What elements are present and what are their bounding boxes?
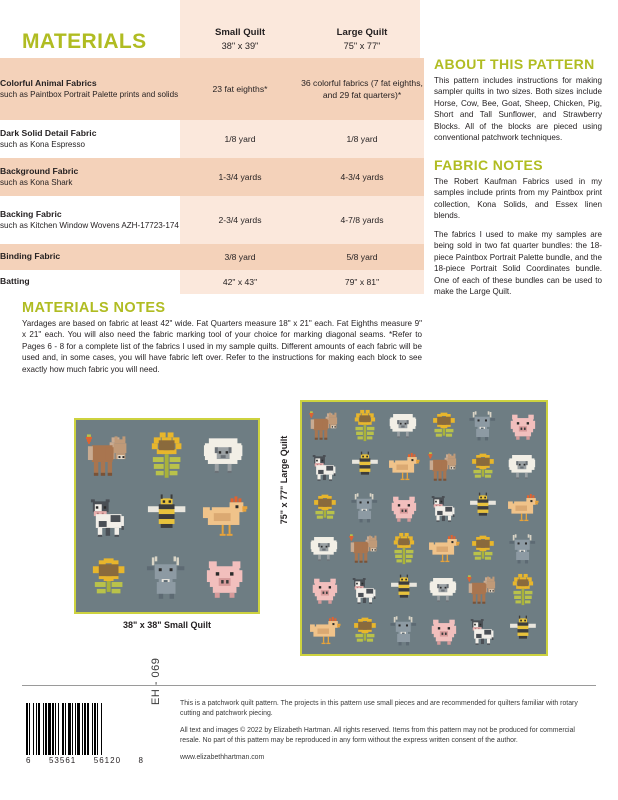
large-quilt-size: 75" x 77"	[343, 40, 381, 51]
quilt-block-tall-sunflower	[385, 528, 424, 568]
quilt-block-bee	[346, 447, 385, 487]
column-header-small-quilt	[180, 0, 300, 58]
small-quilt-image	[74, 418, 260, 614]
footer-divider	[22, 685, 596, 686]
large-quilt-image	[300, 400, 548, 656]
table-row	[0, 158, 424, 196]
material-name-cell	[0, 270, 180, 294]
product-code: EH - 069	[150, 657, 162, 705]
fabric-notes-heading: FABRIC NOTES	[434, 156, 544, 173]
material-note: such as Kona Shark	[0, 178, 73, 188]
quilt-block-sheep	[425, 569, 464, 609]
about-pattern-heading: ABOUT THIS PATTERN	[434, 56, 595, 72]
barcode	[26, 703, 144, 765]
quilt-block-sheep	[197, 425, 253, 484]
quilt-block-short-sunflower	[81, 548, 137, 607]
material-name: Dark Solid Detail Fabric	[0, 127, 97, 138]
quilt-block-goat	[385, 610, 424, 650]
barcode-digit-group-1: 53561	[48, 756, 77, 765]
material-name: Colorful Animal Fabrics	[0, 77, 97, 88]
material-note: such as Paintbox Portrait Palette prints and solids	[0, 90, 179, 100]
quilt-block-goat	[464, 406, 503, 446]
quilt-block-short-sunflower	[425, 406, 464, 446]
small-quilt-amount: 42" x 43"	[180, 270, 300, 294]
large-quilt-amount: 36 colorful fabrics (7 fat eighths, and 29 fat quarters)*	[300, 58, 424, 120]
quilt-block-cow	[306, 447, 345, 487]
quilt-block-horse	[425, 447, 464, 487]
about-pattern-body: This pattern includes instructions for making sampler quilts in two sizes. Both sizes include Horse, Cow, Bee, Goat, Sheep, Chicken, Pig, Short and Tall Sunflower, and Strawberry Blocks. All of the blocks are pieced using conventional patchwork techniques.	[434, 76, 602, 143]
quilt-block-pig	[306, 569, 345, 609]
small-quilt-amount: 1-3/4 yards	[180, 158, 300, 196]
small-quilt-amount: 2-3/4 yards	[180, 196, 300, 244]
fabric-notes-paragraph-1: The Robert Kaufman Fabrics used in my samples include prints from my Paintbox print collection, Kona Solids, and Essex linen blends.	[434, 176, 602, 221]
page-title: MATERIALS	[22, 30, 147, 53]
large-quilt-amount: 1/8 yard	[300, 120, 424, 158]
large-quilt-amount: 79" x 81"	[300, 270, 424, 294]
material-name-cell	[0, 158, 180, 196]
quilt-block-short-sunflower	[464, 528, 503, 568]
quilt-block-cow	[81, 486, 137, 545]
barcode-digit-right: 8	[138, 756, 144, 765]
fabric-notes-paragraph-2: The fabrics I used to make my samples are being sold in two fat quarter bundles: the 18-piece Paintbox Portrait Palette bundle, and the 18-piece Portrait Solid Coordinates bundle. One of each of these bundles can be used to make the Large Quilt.	[434, 229, 602, 297]
quilt-block-horse	[81, 425, 137, 484]
quilt-block-sheep	[306, 528, 345, 568]
column-header-large-quilt	[300, 0, 424, 58]
quilt-block-pig	[197, 548, 253, 607]
quilt-block-bee	[464, 488, 503, 528]
material-name-cell	[0, 58, 180, 120]
right-sidebar	[434, 56, 602, 305]
barcode-bars	[26, 703, 144, 755]
large-quilt-amount: 4-7/8 yards	[300, 196, 424, 244]
materials-table-header-row	[0, 0, 424, 58]
table-row	[0, 120, 424, 158]
table-row	[0, 270, 424, 294]
quilt-block-bee	[504, 610, 543, 650]
large-quilt-amount: 4-3/4 yards	[300, 158, 424, 196]
materials-notes-section	[22, 300, 422, 375]
quilt-block-chicken	[306, 610, 345, 650]
quilt-block-goat	[346, 488, 385, 528]
large-quilt-label: Large Quilt	[336, 27, 388, 39]
quilt-block-horse	[464, 569, 503, 609]
quilt-block-short-sunflower	[464, 447, 503, 487]
table-row	[0, 58, 424, 120]
material-name: Backing Fabric	[0, 208, 62, 219]
quilt-block-horse	[306, 406, 345, 446]
legal-text	[180, 699, 596, 770]
small-quilt-size: 38" x 39"	[221, 40, 259, 51]
materials-table	[0, 0, 424, 294]
quilt-block-chicken	[385, 447, 424, 487]
quilt-block-chicken	[197, 486, 253, 545]
quilt-block-sheep	[385, 406, 424, 446]
barcode-digit-group-2: 56120	[93, 756, 122, 765]
quilt-block-pig	[425, 610, 464, 650]
material-name: Batting	[0, 276, 30, 287]
small-quilt-label: Small Quilt	[214, 27, 266, 39]
quilt-block-short-sunflower	[306, 488, 345, 528]
quilt-block-cow	[464, 610, 503, 650]
quilt-block-short-sunflower	[346, 610, 385, 650]
materials-notes-body: Yardages are based on fabric at least 42" wide. Fat Quarters measure 18" x 21" each. Fat Eighths measure 9" x 21" each. You will also need the fabric marking tool of your choice for marking diagonal seams. *Refer to Pages 6 - 8 for a complete list of the fabrics I used in my sample quilts. Different amounts of each fabric will be used and, in some cases, you will have fabric left over. Refer to the instructions for making each block to see exactly how much fabric you will need.	[22, 319, 422, 374]
legal-paragraph-1: This is a patchwork quilt pattern. The projects in this pattern use small pieces and are recommended for quilters familiar with rotary cutting and patchwork piecing.	[180, 700, 578, 717]
large-quilt-amount: 5/8 yard	[300, 244, 424, 270]
material-name: Background Fabric	[0, 165, 79, 176]
quilt-block-cow	[425, 488, 464, 528]
material-note: such as Kona Espresso	[0, 140, 86, 150]
quilt-block-horse	[346, 528, 385, 568]
quilt-block-cow	[346, 569, 385, 609]
quilt-block-chicken	[425, 528, 464, 568]
quilt-block-tall-sunflower	[504, 569, 543, 609]
footer	[0, 657, 618, 800]
small-quilt-amount: 23 fat eighths*	[180, 58, 300, 120]
legal-paragraph-2: All text and images © 2022 by Elizabeth Hartman. All rights reserved. Items from this pattern may not be produced for commercial resale. No part of this pattern may be reproduced in any form without the express written consent of the author.	[180, 727, 575, 744]
material-name: Binding Fabric	[0, 251, 61, 262]
small-quilt-amount: 1/8 yard	[180, 120, 300, 158]
material-name-cell	[0, 196, 180, 244]
website-url: www.elizabethhartman.com	[180, 754, 265, 761]
barcode-digit-left: 6	[26, 756, 32, 765]
table-row	[0, 196, 424, 244]
table-row	[0, 244, 424, 270]
quilt-block-tall-sunflower	[346, 406, 385, 446]
small-quilt-caption: 38" x 38" Small Quilt	[122, 620, 212, 630]
materials-notes-heading: MATERIALS NOTES	[22, 300, 166, 316]
material-note: such as Kitchen Window Wovens AZH-17723-174	[0, 221, 179, 231]
quilt-block-pig	[504, 406, 543, 446]
quilt-block-bee	[385, 569, 424, 609]
quilt-block-pig	[385, 488, 424, 528]
material-name-cell	[0, 244, 180, 270]
small-quilt-amount: 3/8 yard	[180, 244, 300, 270]
material-name-cell	[0, 120, 180, 158]
quilt-block-bee	[139, 486, 195, 545]
quilt-block-goat	[504, 528, 543, 568]
quilt-block-chicken	[504, 488, 543, 528]
barcode-digits	[26, 756, 144, 765]
quilt-block-tall-sunflower	[139, 425, 195, 484]
large-quilt-caption: 75" x 77" Large Quilt	[279, 435, 289, 525]
quilt-block-goat	[139, 548, 195, 607]
materials-section	[0, 0, 424, 294]
quilt-block-sheep	[504, 447, 543, 487]
